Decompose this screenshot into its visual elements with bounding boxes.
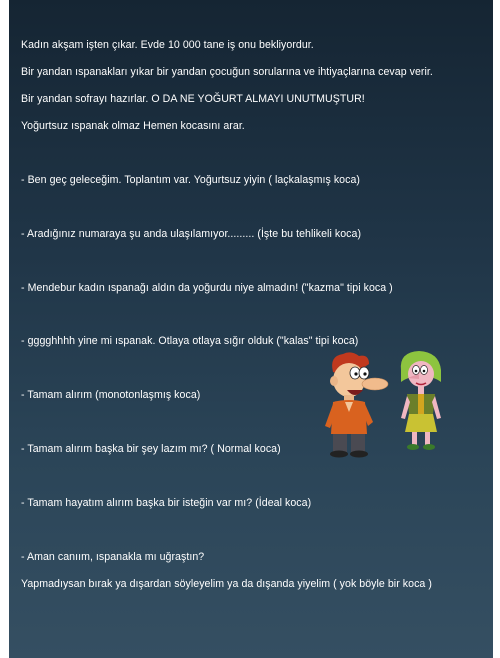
response-line: - Aman canıım, ıspanakla mı uğraştın? — [21, 551, 205, 563]
intro-line: Bir yandan ıspanakları yıkar bir yandan çocuğun sorularına ve ihtiyaçlarına cevap verir. — [21, 66, 433, 78]
closing-line: Yapmadıysan bırak ya dışardan söyleyelim ya da dışanda yiyelim ( yok böyle bir koca ) — [21, 578, 432, 590]
response-line: - Aradığınız numaraya şu anda ulaşılamıyor......... (İşte bu tehlikeli koca) — [21, 228, 362, 240]
response-line: - Tamam hayatım alırım başka bir isteğin var mı? (İdeal koca) — [21, 497, 312, 509]
intro-line: Yoğurtsuz ıspanak olmaz Hemen kocasını arar. — [21, 120, 245, 132]
response-line: - Tamam alırım (monotonlaşmış koca) — [21, 389, 201, 401]
intro-line: Bir yandan sofrayı hazırlar. O DA NE YOĞURT ALMAYI UNUTMUŞTUR! — [21, 93, 365, 105]
intro-line: Kadın akşam işten çıkar. Evde 10 000 tane iş onu bekliyordur. — [21, 39, 314, 51]
response-line: - Mendebur kadın ıspanağı aldın da yoğurdu niye almadın! ("kazma" tipi koca ) — [21, 282, 393, 294]
response-line: - gggghhhh yine mi ıspanak. Otlaya otlaya sığır olduk ("kalas" tipi koca) — [21, 335, 359, 347]
cartoon-woman-illustration — [391, 348, 451, 452]
slide — [9, 0, 493, 658]
cartoon-man-illustration — [319, 350, 393, 458]
response-line: - Tamam alırım başka bir şey lazım mı? ( Normal koca) — [21, 443, 281, 455]
response-line: - Ben geç geleceğim. Toplantım var. Yoğurtsuz yiyin ( laçkalaşmış koca) — [21, 174, 360, 186]
